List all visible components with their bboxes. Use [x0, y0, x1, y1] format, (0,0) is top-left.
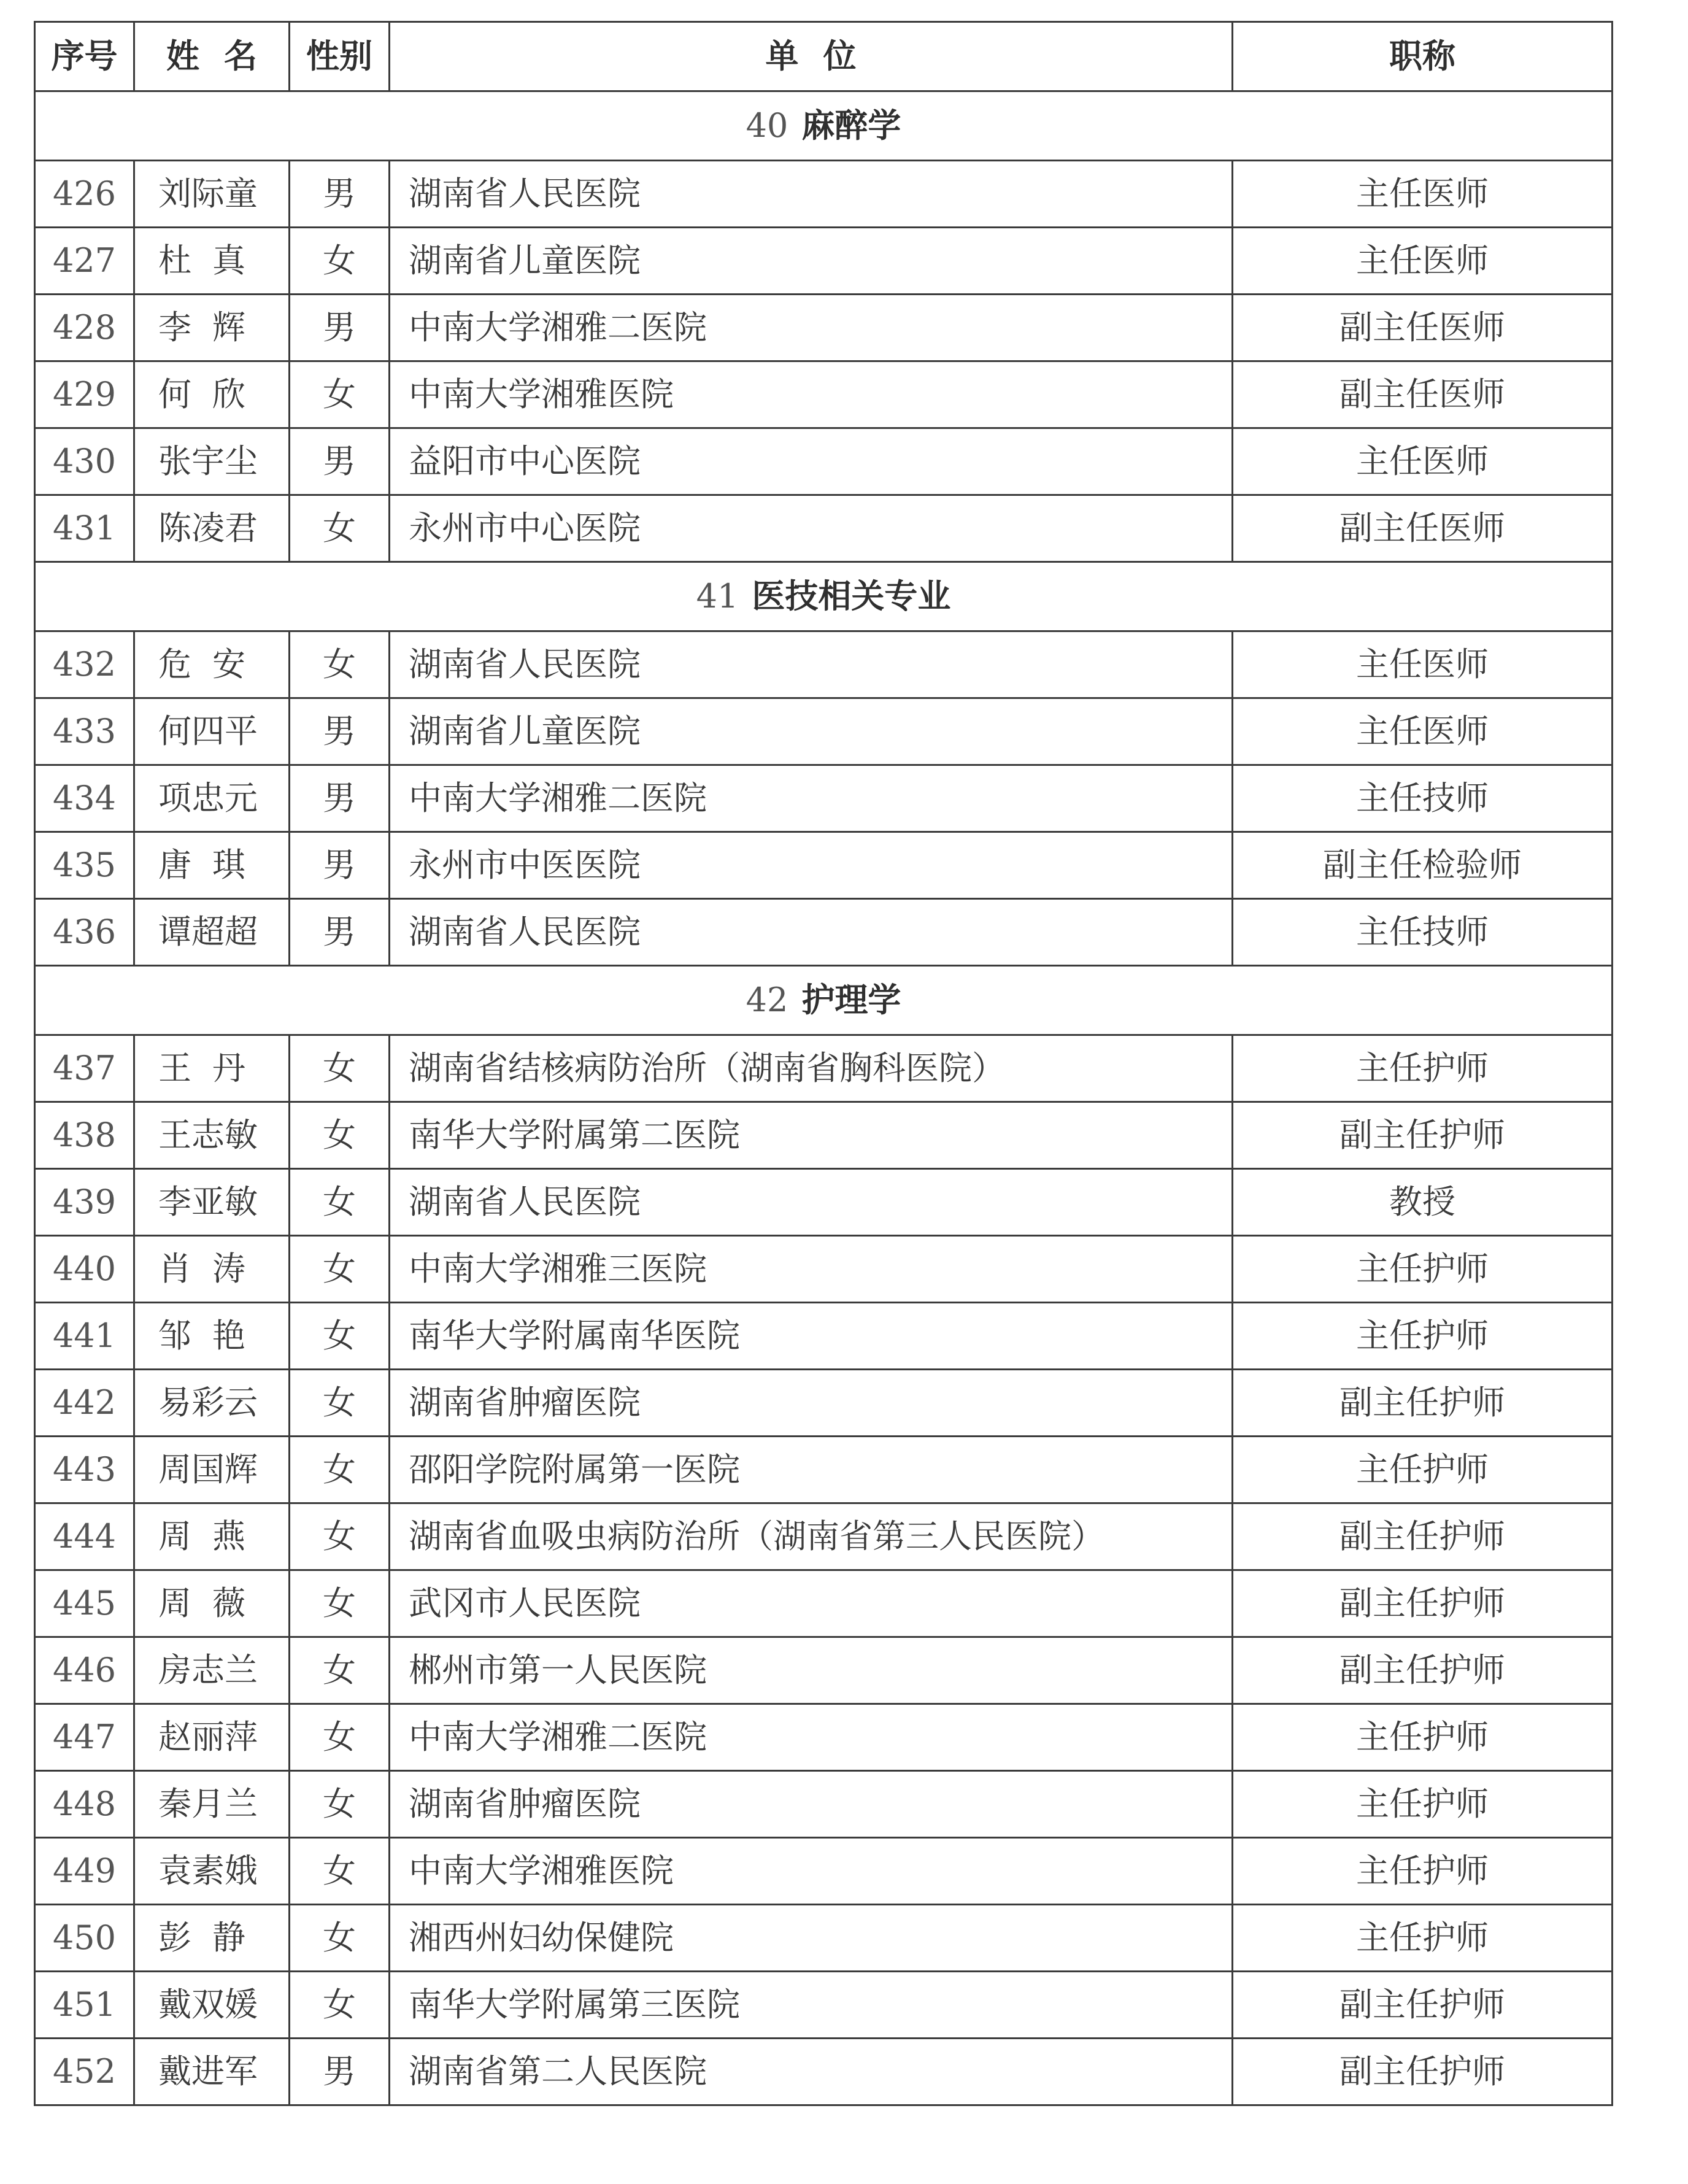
cell-unit: 湖南省肿瘤医院	[390, 1771, 1233, 1838]
cell-unit: 中南大学湘雅二医院	[390, 1704, 1233, 1771]
cell-gender: 男	[290, 899, 390, 966]
cell-no: 443	[35, 1437, 134, 1503]
cell-name: 唐琪	[134, 832, 290, 899]
cell-unit: 湖南省结核病防治所（湖南省胸科医院）	[390, 1035, 1233, 1102]
cell-title: 主任医师	[1233, 428, 1613, 495]
cell-no: 444	[35, 1503, 134, 1570]
cell-gender: 女	[290, 1704, 390, 1771]
header-row	[35, 22, 1613, 91]
table-row	[35, 1102, 1613, 1169]
cell-unit: 湖南省儿童医院	[390, 698, 1233, 765]
cell-name: 李辉	[134, 295, 290, 361]
cell-title: 主任护师	[1233, 1303, 1613, 1370]
cell-no: 442	[35, 1370, 134, 1437]
cell-gender: 女	[290, 495, 390, 562]
table-row	[35, 1035, 1613, 1102]
cell-title: 副主任医师	[1233, 361, 1613, 428]
cell-unit: 武冈市人民医院	[390, 1570, 1233, 1637]
cell-no: 435	[35, 832, 134, 899]
cell-name: 何欣	[134, 361, 290, 428]
cell-title: 主任护师	[1233, 1236, 1613, 1303]
cell-title: 副主任护师	[1233, 1503, 1613, 1570]
cell-name: 房志兰	[134, 1637, 290, 1704]
cell-name: 肖涛	[134, 1236, 290, 1303]
cell-name: 何四平	[134, 698, 290, 765]
cell-title: 副主任检验师	[1233, 832, 1613, 899]
cell-unit: 湖南省人民医院	[390, 899, 1233, 966]
cell-title: 主任医师	[1233, 161, 1613, 228]
header-title: 职称	[1233, 22, 1613, 91]
cell-gender: 女	[290, 228, 390, 295]
table-row	[35, 899, 1613, 966]
cell-name: 彭静	[134, 1905, 290, 1972]
cell-gender: 男	[290, 2039, 390, 2105]
section-number: 41	[696, 577, 739, 615]
cell-name: 周燕	[134, 1503, 290, 1570]
cell-no: 426	[35, 161, 134, 228]
cell-name: 戴进军	[134, 2039, 290, 2105]
cell-title: 主任护师	[1233, 1838, 1613, 1905]
cell-title: 副主任医师	[1233, 295, 1613, 361]
cell-name: 陈凌君	[134, 495, 290, 562]
cell-unit: 益阳市中心医院	[390, 428, 1233, 495]
table-row	[35, 161, 1613, 228]
cell-title: 主任医师	[1233, 698, 1613, 765]
cell-no: 432	[35, 631, 134, 698]
cell-gender: 女	[290, 631, 390, 698]
cell-gender: 男	[290, 698, 390, 765]
table-header	[35, 22, 1613, 91]
header-gender: 性别	[290, 22, 390, 91]
personnel-table	[34, 21, 1613, 2106]
cell-no: 438	[35, 1102, 134, 1169]
cell-unit: 湘西州妇幼保健院	[390, 1905, 1233, 1972]
table-row	[35, 1704, 1613, 1771]
cell-no: 428	[35, 295, 134, 361]
cell-title: 主任护师	[1233, 1905, 1613, 1972]
cell-no: 447	[35, 1704, 134, 1771]
cell-title: 主任护师	[1233, 1771, 1613, 1838]
cell-name: 危安	[134, 631, 290, 698]
table-row	[35, 228, 1613, 295]
cell-unit: 湖南省人民医院	[390, 631, 1233, 698]
cell-name: 易彩云	[134, 1370, 290, 1437]
cell-gender: 男	[290, 765, 390, 832]
table-row	[35, 1503, 1613, 1570]
cell-no: 436	[35, 899, 134, 966]
cell-name: 秦月兰	[134, 1771, 290, 1838]
cell-no: 437	[35, 1035, 134, 1102]
cell-unit: 永州市中心医院	[390, 495, 1233, 562]
header-name: 姓名	[134, 22, 290, 91]
cell-gender: 女	[290, 1570, 390, 1637]
cell-name: 杜真	[134, 228, 290, 295]
table-row	[35, 1972, 1613, 2039]
cell-gender: 男	[290, 428, 390, 495]
cell-unit: 南华大学附属第三医院	[390, 1972, 1233, 2039]
table-row	[35, 631, 1613, 698]
cell-no: 448	[35, 1771, 134, 1838]
table-body	[35, 91, 1613, 2105]
header-no: 序号	[35, 22, 134, 91]
section-heading	[35, 91, 1613, 161]
cell-gender: 女	[290, 1236, 390, 1303]
cell-no: 434	[35, 765, 134, 832]
cell-no: 445	[35, 1570, 134, 1637]
cell-gender: 男	[290, 161, 390, 228]
cell-gender: 女	[290, 1303, 390, 1370]
cell-gender: 女	[290, 1169, 390, 1236]
cell-name: 袁素娥	[134, 1838, 290, 1905]
table-row	[35, 428, 1613, 495]
table-row	[35, 495, 1613, 562]
table-row	[35, 765, 1613, 832]
section-name: 麻醉学	[801, 106, 901, 145]
cell-gender: 女	[290, 1102, 390, 1169]
cell-gender: 女	[290, 1370, 390, 1437]
table-row	[35, 1905, 1613, 1972]
cell-no: 427	[35, 228, 134, 295]
table-row	[35, 698, 1613, 765]
cell-title: 副主任护师	[1233, 1570, 1613, 1637]
table-row	[35, 832, 1613, 899]
cell-name: 戴双媛	[134, 1972, 290, 2039]
cell-unit: 中南大学湘雅医院	[390, 1838, 1233, 1905]
cell-no: 450	[35, 1905, 134, 1972]
cell-no: 449	[35, 1838, 134, 1905]
section-row	[35, 91, 1613, 161]
section-heading	[35, 966, 1613, 1035]
cell-no: 446	[35, 1637, 134, 1704]
table-row	[35, 1637, 1613, 1704]
cell-gender: 女	[290, 1503, 390, 1570]
cell-gender: 女	[290, 1972, 390, 2039]
cell-title: 主任护师	[1233, 1437, 1613, 1503]
cell-unit: 中南大学湘雅医院	[390, 361, 1233, 428]
cell-name: 赵丽萍	[134, 1704, 290, 1771]
cell-no: 430	[35, 428, 134, 495]
cell-unit: 永州市中医医院	[390, 832, 1233, 899]
cell-unit: 湖南省第二人民医院	[390, 2039, 1233, 2105]
cell-no: 429	[35, 361, 134, 428]
cell-title: 主任技师	[1233, 765, 1613, 832]
table-row	[35, 1169, 1613, 1236]
cell-gender: 女	[290, 1905, 390, 1972]
cell-no: 441	[35, 1303, 134, 1370]
cell-name: 谭超超	[134, 899, 290, 966]
cell-name: 王志敏	[134, 1102, 290, 1169]
cell-unit: 湖南省人民医院	[390, 161, 1233, 228]
cell-unit: 中南大学湘雅三医院	[390, 1236, 1233, 1303]
cell-unit: 湖南省肿瘤医院	[390, 1370, 1233, 1437]
cell-no: 431	[35, 495, 134, 562]
cell-title: 主任护师	[1233, 1035, 1613, 1102]
cell-title: 主任技师	[1233, 899, 1613, 966]
table-row	[35, 1303, 1613, 1370]
cell-title: 主任医师	[1233, 631, 1613, 698]
cell-unit: 湖南省儿童医院	[390, 228, 1233, 295]
cell-name: 邹艳	[134, 1303, 290, 1370]
section-number: 40	[746, 106, 788, 145]
section-number: 42	[746, 981, 788, 1019]
cell-unit: 中南大学湘雅二医院	[390, 295, 1233, 361]
cell-name: 周薇	[134, 1570, 290, 1637]
cell-no: 440	[35, 1236, 134, 1303]
cell-gender: 男	[290, 295, 390, 361]
cell-unit: 邵阳学院附属第一医院	[390, 1437, 1233, 1503]
cell-unit: 南华大学附属第二医院	[390, 1102, 1233, 1169]
cell-name: 张宇尘	[134, 428, 290, 495]
cell-title: 主任护师	[1233, 1704, 1613, 1771]
cell-title: 副主任护师	[1233, 2039, 1613, 2105]
header-unit: 单位	[390, 22, 1233, 91]
cell-title: 副主任护师	[1233, 1637, 1613, 1704]
cell-unit: 南华大学附属南华医院	[390, 1303, 1233, 1370]
table-row	[35, 361, 1613, 428]
table-row	[35, 1838, 1613, 1905]
cell-gender: 女	[290, 1035, 390, 1102]
cell-title: 副主任护师	[1233, 1102, 1613, 1169]
cell-title: 副主任护师	[1233, 1370, 1613, 1437]
table-row	[35, 1236, 1613, 1303]
section-heading	[35, 562, 1613, 631]
cell-no: 433	[35, 698, 134, 765]
cell-gender: 女	[290, 1637, 390, 1704]
cell-gender: 女	[290, 1771, 390, 1838]
table-row	[35, 2039, 1613, 2105]
section-name: 护理学	[801, 981, 901, 1019]
cell-gender: 女	[290, 361, 390, 428]
cell-no: 452	[35, 2039, 134, 2105]
table-row	[35, 295, 1613, 361]
cell-gender: 女	[290, 1838, 390, 1905]
cell-name: 周国辉	[134, 1437, 290, 1503]
cell-title: 教授	[1233, 1169, 1613, 1236]
cell-name: 王丹	[134, 1035, 290, 1102]
cell-unit: 郴州市第一人民医院	[390, 1637, 1233, 1704]
cell-no: 451	[35, 1972, 134, 2039]
cell-gender: 女	[290, 1437, 390, 1503]
cell-gender: 男	[290, 832, 390, 899]
section-row	[35, 966, 1613, 1035]
cell-title: 主任医师	[1233, 228, 1613, 295]
table-row	[35, 1437, 1613, 1503]
table-row	[35, 1771, 1613, 1838]
table-row	[35, 1370, 1613, 1437]
section-name: 医技相关专业	[752, 577, 951, 615]
table-row	[35, 1570, 1613, 1637]
section-row	[35, 562, 1613, 631]
cell-unit: 湖南省人民医院	[390, 1169, 1233, 1236]
cell-name: 刘际童	[134, 161, 290, 228]
cell-unit: 湖南省血吸虫病防治所（湖南省第三人民医院）	[390, 1503, 1233, 1570]
cell-no: 439	[35, 1169, 134, 1236]
cell-title: 副主任医师	[1233, 495, 1613, 562]
cell-name: 李亚敏	[134, 1169, 290, 1236]
cell-unit: 中南大学湘雅二医院	[390, 765, 1233, 832]
cell-name: 项忠元	[134, 765, 290, 832]
cell-title: 副主任护师	[1233, 1972, 1613, 2039]
